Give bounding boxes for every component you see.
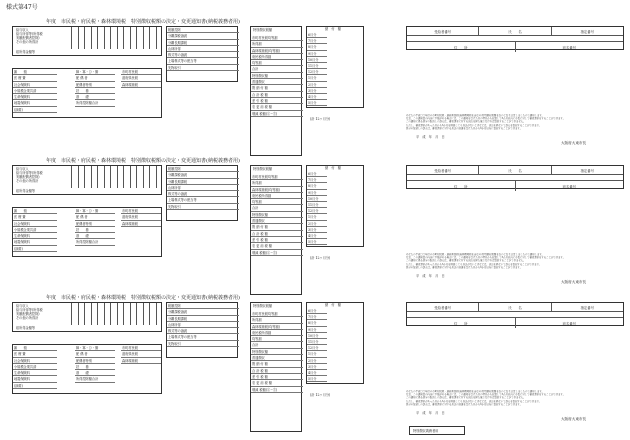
credit-row: 税額控除: [167, 27, 239, 33]
special-tax-row: 合 計 税 額: [251, 92, 303, 98]
payment-month: 10月分: [307, 333, 327, 339]
spouse-row: 扶 養: [75, 364, 115, 370]
credit-list: [167, 166, 239, 210]
notice-line: なお、この通知書の内容に不服がある場合には、この通知を受けた日の翌日から起算して3か月以内に市長に対して審査請求をすることができます。: [406, 393, 566, 397]
recipient-box: [406, 165, 624, 189]
special-tax-row: 府民税所得割: [251, 193, 303, 199]
special-tax-table: [250, 302, 302, 432]
tax-label-list: [121, 345, 161, 364]
spouse-row: 障・寡・ひ・勤: [75, 208, 115, 214]
payment-month: 3月分: [307, 364, 327, 370]
special-tax-row: 差 引 税 額: [251, 237, 303, 243]
special-tax-list: [251, 35, 303, 117]
notice-line: なお、この通知書の内容に不服がある場合には、この通知を受けた日の翌日から起算して3か月以内に市長に対して審査請求をすることができます。: [406, 256, 566, 260]
deduction-box: [12, 344, 162, 394]
payment-month: 1月分: [307, 351, 327, 357]
recipient-box: [406, 26, 624, 50]
deduction-row: 医 療 費: [13, 214, 57, 220]
special-tax-row: 森林環境税(均等割): [251, 48, 303, 54]
payment-month: 3月分: [307, 88, 327, 94]
spouse-row: 配 偶 者: [75, 214, 115, 220]
notice-line: 処分の取消しの訴えは、審査請求に対する裁決の送達を受けた日から6か月以内に提起することができます。: [406, 126, 523, 130]
date-line: 平 成 年 月 日: [416, 411, 445, 415]
notice-section: [6, 294, 624, 436]
issuer-name: 大阪府大東市長: [561, 417, 587, 421]
spouse-row: 配偶者特別: [75, 221, 115, 227]
special-tax-row: 合計: [251, 66, 303, 72]
credit-row: 株式等の譲渡: [167, 52, 239, 58]
payment-footer: (計 12ヶ月分): [310, 256, 331, 260]
notice-line: ただし、審査請求があった日から3か月を経過しても裁決がないときなどは、裁決を経ないで訴えを提起することができます。: [406, 262, 542, 266]
special-tax-table: [250, 26, 302, 156]
deduction-row: 小規模企業共済: [13, 88, 57, 94]
special-tax-row: 所得割: [251, 41, 303, 47]
special-tax-row: 特別徴収額: [251, 349, 303, 355]
tax-label: 道府県民税: [121, 214, 161, 220]
special-tax-row: 増減 税額(①−②): [251, 111, 303, 117]
payment-month: 3月分: [307, 227, 327, 233]
recipient-col: 指定番号: [580, 168, 595, 173]
tax-label: 森林環境税: [121, 82, 161, 88]
deduction-row: 生命保険料: [13, 94, 57, 100]
special-tax-row: 合計: [251, 205, 303, 211]
spouse-row: 扶 養: [75, 227, 115, 233]
section-title: 年度 市民税・府民税・森林環境税 特別徴収税額の決定・変更通知書(納税義務者用): [46, 19, 240, 25]
deduction-list: [13, 345, 57, 389]
date-line: 平 成 年 月 日: [416, 135, 445, 139]
special-tax-row: 変 更 前 税 額: [251, 243, 303, 249]
recipient-col: 受給者番号: [407, 166, 479, 174]
tax-label: 道府県民税: [121, 75, 161, 81]
issuer-name: 大阪府大東市長: [561, 141, 587, 145]
date-line: 平 成 年 月 日: [416, 274, 445, 278]
notice-line: この通知に係る処分の取消しの訴えは、審査請求に対する裁決を経た後でなければ提起することができません。: [406, 396, 526, 400]
recipient-col: 住 所: [407, 181, 516, 191]
spouse-list: [75, 69, 115, 107]
recipient-col: 氏 名: [479, 303, 551, 311]
special-tax-head: 特別徴収税額: [253, 167, 273, 171]
deduction-row: 地震保険料: [13, 239, 57, 245]
special-tax-head: 特別徴収税額: [253, 304, 273, 308]
credit-row: 分離長期課税: [167, 179, 239, 185]
income-box: [12, 302, 162, 332]
spouse-row: 障・寡・ひ・勤: [75, 69, 115, 75]
salary-line: 実額配偶者控除): [16, 312, 40, 316]
deduction-row: 社会保険料: [13, 221, 57, 227]
special-tax-row: 市町村民税均等割: [251, 35, 303, 41]
salary-line: 実額配偶者控除): [16, 36, 40, 40]
special-tax-row: 普通徴収: [251, 355, 303, 361]
credit-row: 分離課税譲渡: [167, 172, 239, 178]
special-tax-head: 特別徴収税額: [253, 28, 273, 32]
payment-month: 7月分: [307, 38, 327, 44]
payment-month: 11月分: [307, 63, 327, 69]
credit-row: 上場株式等の配当等: [167, 334, 239, 340]
recipient-col: 宛名番号: [562, 321, 577, 326]
payment-month: 6月分: [307, 171, 327, 177]
spouse-row: 障・寡・ひ・勤: [75, 345, 115, 351]
spouse-row: 所得控除額合計: [75, 239, 115, 245]
notice-text: [406, 253, 624, 269]
payment-month: 1月分: [307, 75, 327, 81]
deduction-row: 医 療 費: [13, 75, 57, 81]
recipient-col: 受給者番号: [407, 27, 479, 35]
recipient-address-row: [407, 41, 623, 52]
credit-row: 上場株式等の配当等: [167, 197, 239, 203]
credit-row: 分離長期課税: [167, 40, 239, 46]
credit-row: 株式等の譲渡: [167, 191, 239, 197]
special-tax-row: 変 更 前 税 額: [251, 380, 303, 386]
spouse-row: 基 礎: [75, 233, 115, 239]
deduction-row: 生命保険料: [13, 233, 57, 239]
deduction-row: 社会保険料: [13, 358, 57, 364]
payment-month: 12月分: [307, 69, 327, 75]
recipient-col: 住 所: [407, 42, 516, 52]
notice-line: あなたの平成〇〇年度の市町村民税・道府県民税(森林環境税を含む)の特別徴収税額を次のとおり決定しましたので通知します。: [406, 114, 544, 117]
spouse-row: 基 礎: [75, 94, 115, 100]
special-tax-row: 差 引 税 額: [251, 98, 303, 104]
tax-label-list: [121, 208, 161, 227]
recipient-address-row: [407, 317, 623, 328]
deduction-row: 地震保険料: [13, 376, 57, 382]
notice-line: ただし、審査請求があった日から3か月を経過しても裁決がないときなどは、裁決を経ないで訴えを提起することができます。: [406, 123, 542, 127]
deduction-row: 生命保険料: [13, 370, 57, 376]
special-tax-row: 増減 税額(①−②): [251, 250, 303, 256]
special-tax-row: 増減 税額(①−②): [251, 387, 303, 393]
payment-month: 5月分: [307, 239, 327, 245]
deduction-list: [13, 208, 57, 252]
tax-label: 道府県民税: [121, 351, 161, 357]
recipient-col: 受給者番号: [407, 303, 479, 311]
spouse-row: 配 偶 者: [75, 75, 115, 81]
deduction-row: (摘要): [13, 107, 57, 113]
tax-label: 森林環境税: [121, 358, 161, 364]
spouse-list: [75, 208, 115, 246]
deduction-row: 医 療 費: [13, 351, 57, 357]
special-tax-list: [251, 311, 303, 393]
notice-line: 処分の取消しの訴えは、審査請求に対する裁決の送達を受けた日から6か月以内に提起することができます。: [406, 402, 523, 406]
recipient-col: 宛名番号: [562, 184, 577, 189]
notice-text: [406, 390, 624, 406]
special-tax-row: 変 更 前 税 額: [251, 104, 303, 110]
income-head: 総所得金額等: [16, 326, 36, 330]
credit-row: 先物取引: [167, 341, 239, 347]
spouse-list: [75, 345, 115, 383]
payment-month: 9月分: [307, 327, 327, 333]
payment-month: 10月分: [307, 196, 327, 202]
payment-month-list: [307, 308, 327, 382]
special-tax-row: 森林環境税(均等割): [251, 187, 303, 193]
payment-month: 8月分: [307, 44, 327, 50]
special-tax-row: 所得割: [251, 317, 303, 323]
credit-row: 先物取引: [167, 65, 239, 71]
footer-box: [409, 426, 465, 435]
special-tax-list: [251, 174, 303, 256]
payment-header: 納 付 額: [325, 27, 341, 31]
special-tax-row: 差 引 税 額: [251, 374, 303, 380]
salary-line: 給与所得等(所得税: [16, 308, 43, 312]
recipient-header-row: [407, 27, 623, 36]
spouse-row: 所得控除額合計: [75, 376, 115, 382]
spouse-row: 配偶者特別: [75, 82, 115, 88]
payment-header: 納 付 額: [325, 166, 341, 170]
recipient-col: 指定番号: [580, 29, 595, 34]
payment-month: 12月分: [307, 208, 327, 214]
payment-month: 11月分: [307, 339, 327, 345]
deduction-list: [13, 69, 57, 113]
special-tax-row: 既 納 付 額: [251, 85, 303, 91]
salary-line: 給与所得等(所得税: [16, 171, 43, 175]
special-tax-row: 府民税所得割: [251, 54, 303, 60]
payment-month: 2月分: [307, 82, 327, 88]
credit-row: 税額控除: [167, 303, 239, 309]
tax-label: 市町村民税: [121, 69, 161, 75]
payment-month: 4月分: [307, 370, 327, 376]
deduction-box: [12, 207, 162, 257]
recipient-col: 氏 名: [479, 27, 551, 35]
special-tax-row: 合 計 税 額: [251, 231, 303, 237]
notice-line: 処分の取消しの訴えは、審査請求に対する裁決の送達を受けた日から6か月以内に提起することができます。: [406, 265, 523, 269]
deduction-row: 雑 損: [13, 69, 57, 75]
deduction-row: 小規模企業共済: [13, 227, 57, 233]
deduction-row: 地震保険料: [13, 100, 57, 106]
notice-line: この通知に係る処分の取消しの訴えは、審査請求に対する裁決を経た後でなければ提起することができません。: [406, 120, 526, 124]
special-tax-row: 市町村民税均等割: [251, 311, 303, 317]
deduction-row: 社会保険料: [13, 82, 57, 88]
credit-list: [167, 27, 239, 71]
payment-month: 4月分: [307, 233, 327, 239]
recipient-header-row: [407, 166, 623, 175]
payment-month: 2月分: [307, 221, 327, 227]
special-tax-row: 合 計 税 額: [251, 368, 303, 374]
payment-month: 9月分: [307, 51, 327, 57]
credit-row: 分離課税譲渡: [167, 309, 239, 315]
credit-row: 先物取引: [167, 204, 239, 210]
payment-month: 8月分: [307, 320, 327, 326]
special-tax-row: 均等割: [251, 336, 303, 342]
special-tax-table: [250, 165, 302, 295]
deduction-row: 雑 損: [13, 345, 57, 351]
credit-row: 山林所得: [167, 185, 239, 191]
salary-line: その他の所得計: [16, 179, 39, 183]
salary-line: 実額配偶者控除): [16, 175, 40, 179]
payment-month: 6月分: [307, 308, 327, 314]
deduction-row: (摘要): [13, 383, 57, 389]
deduction-box: [12, 68, 162, 118]
payment-table: [306, 302, 364, 384]
special-tax-row: 所得割: [251, 180, 303, 186]
special-tax-row: 普通徴収: [251, 218, 303, 224]
credit-box: [166, 26, 238, 82]
notice-line: この通知に係る処分の取消しの訴えは、審査請求に対する裁決を経た後でなければ提起することができません。: [406, 259, 526, 263]
credit-row: 株式等の譲渡: [167, 328, 239, 334]
recipient-col: 氏 名: [479, 166, 551, 174]
payment-month: 10月分: [307, 57, 327, 63]
income-box: [12, 165, 162, 195]
tax-label-list: [121, 69, 161, 88]
special-tax-row: 既 納 付 額: [251, 224, 303, 230]
salary-label: 給与収入: [16, 167, 29, 171]
notice-section: [6, 157, 624, 299]
payment-month: 6月分: [307, 32, 327, 38]
recipient-col: 宛名番号: [562, 45, 577, 50]
tax-label: 市町村民税: [121, 208, 161, 214]
salary-label: 給与収入: [16, 28, 29, 32]
payment-table: [306, 165, 364, 247]
payment-month-list: [307, 32, 327, 106]
special-tax-row: 均等割: [251, 199, 303, 205]
payment-month: 1月分: [307, 214, 327, 220]
footer-label: 特別徴収義務者用: [413, 429, 439, 433]
payment-month: 8月分: [307, 183, 327, 189]
payment-month: 5月分: [307, 100, 327, 106]
payment-month: 2月分: [307, 358, 327, 364]
special-tax-row: 普通徴収: [251, 79, 303, 85]
recipient-address-row: [407, 180, 623, 191]
credit-row: 山林所得: [167, 322, 239, 328]
tax-label: 森林環境税: [121, 221, 161, 227]
payment-month: 12月分: [307, 345, 327, 351]
spouse-row: 扶 養: [75, 88, 115, 94]
credit-row: 山林所得: [167, 46, 239, 52]
credit-row: 分離長期課税: [167, 316, 239, 322]
special-tax-row: 既 納 付 額: [251, 361, 303, 367]
deduction-row: 小規模企業共済: [13, 364, 57, 370]
payment-month: 7月分: [307, 177, 327, 183]
deduction-row: 雑 損: [13, 208, 57, 214]
salary-line: その他の所得計: [16, 40, 39, 44]
salary-label: 給与収入: [16, 304, 29, 308]
special-tax-row: 府民税所得割: [251, 330, 303, 336]
credit-row: 税額控除: [167, 166, 239, 172]
payment-footer: (計 12ヶ月分): [310, 393, 331, 397]
spouse-row: 基 礎: [75, 370, 115, 376]
notice-line: ただし、審査請求があった日から3か月を経過しても裁決がないときなどは、裁決を経ないで訴えを提起することができます。: [406, 399, 542, 403]
payment-month: 7月分: [307, 314, 327, 320]
special-tax-row: 特別徴収額: [251, 212, 303, 218]
spouse-row: 配偶者特別: [75, 358, 115, 364]
payment-month-list: [307, 171, 327, 245]
notice-line: あなたの平成〇〇年度の市町村民税・道府県民税(森林環境税を含む)の特別徴収税額を次のとおり決定しましたので通知します。: [406, 253, 544, 256]
income-head: 総所得金額等: [16, 189, 36, 193]
notice-section: [6, 18, 624, 160]
credit-box: [166, 302, 238, 358]
form-number: 様式第47号: [6, 4, 38, 11]
payment-month: 9月分: [307, 190, 327, 196]
issuer-name: 大阪府大東市長: [561, 280, 587, 284]
notice-line: なお、この通知書の内容に不服がある場合には、この通知を受けた日の翌日から起算して3か月以内に市長に対して審査請求をすることができます。: [406, 117, 566, 121]
section-title: 年度 市民税・府民税・森林環境税 特別徴収税額の決定・変更通知書(納税義務者用): [46, 295, 240, 301]
spouse-row: 所得控除額合計: [75, 100, 115, 106]
credit-row: 分離課税譲渡: [167, 33, 239, 39]
payment-month: 11月分: [307, 202, 327, 208]
special-tax-row: 特別徴収額: [251, 73, 303, 79]
spouse-row: 配 偶 者: [75, 351, 115, 357]
special-tax-row: 均等割: [251, 60, 303, 66]
special-tax-row: 合計: [251, 342, 303, 348]
notice-line: あなたの平成〇〇年度の市町村民税・道府県民税(森林環境税を含む)の特別徴収税額を次のとおり決定しましたので通知します。: [406, 390, 544, 393]
credit-row: 上場株式等の配当等: [167, 58, 239, 64]
special-tax-row: 市町村民税均等割: [251, 174, 303, 180]
recipient-header-row: [407, 303, 623, 312]
credit-list: [167, 303, 239, 347]
payment-header: 納 付 額: [325, 303, 341, 307]
section-title: 年度 市民税・府民税・森林環境税 特別徴収税額の決定・変更通知書(納税義務者用): [46, 158, 240, 164]
credit-box: [166, 165, 238, 221]
tax-label: 市町村民税: [121, 345, 161, 351]
income-head: 総所得金額等: [16, 50, 36, 54]
payment-month: 4月分: [307, 94, 327, 100]
payment-footer: (計 12ヶ月分): [310, 117, 331, 121]
salary-line: 給与所得等(所得税: [16, 32, 43, 36]
deduction-row: (摘要): [13, 246, 57, 252]
recipient-col: 指定番号: [580, 305, 595, 310]
payment-month: 5月分: [307, 376, 327, 382]
special-tax-row: 森林環境税(均等割): [251, 324, 303, 330]
recipient-col: 住 所: [407, 318, 516, 328]
income-box: [12, 26, 162, 56]
recipient-box: [406, 302, 624, 326]
payment-table: [306, 26, 364, 108]
salary-line: その他の所得計: [16, 316, 39, 320]
notice-text: [406, 114, 624, 130]
